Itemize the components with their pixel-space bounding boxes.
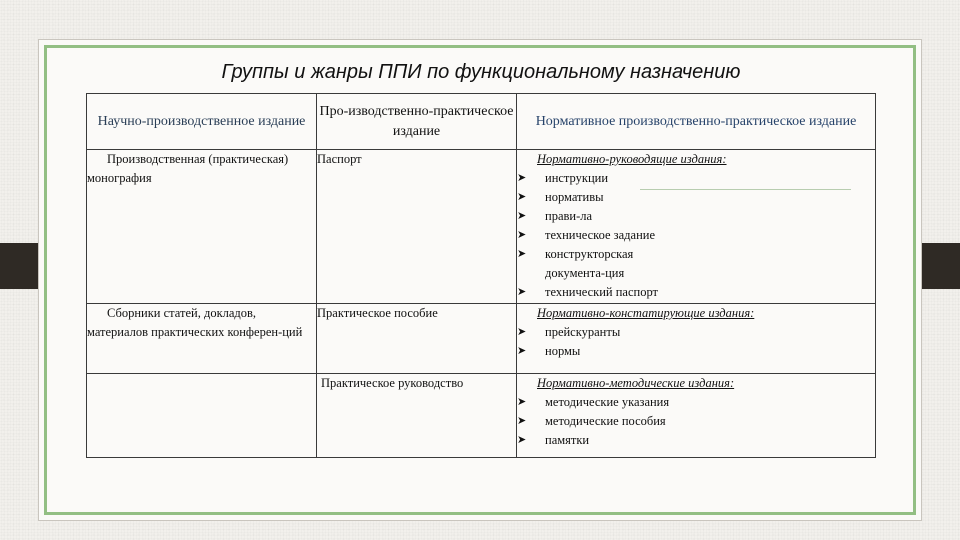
arrow-bullet-icon: ➤ [517,345,527,357]
list-item-text: прави-ла [545,209,593,223]
cell-col1 [87,304,317,374]
arrow-bullet-icon: ➤ [517,210,527,222]
list-item [517,169,875,188]
arrow-bullet-icon: ➤ [517,396,527,408]
category-heading: Нормативно-методические издания: [537,376,735,390]
cell-text: Производственная (практическая) монография [87,152,289,185]
category-heading: Нормативно-констатирующие издания: [537,306,755,320]
arrow-bullet-icon: ➤ [517,326,527,338]
list-item-text: инструкции [545,171,609,185]
list-item [517,188,875,207]
list-item [517,431,875,450]
list-item [517,226,875,245]
table-row [87,304,876,374]
normative-list [517,393,875,450]
list-item-text: методические пособия [545,414,666,428]
cell-text: Практическое пособие [317,306,438,320]
cell-col3 [517,150,876,304]
divider-line [640,189,851,190]
list-item [517,412,875,431]
normative-list [517,323,875,361]
cell-col2 [317,150,517,304]
cell-text: Практическое руководство [321,376,464,390]
list-item [517,283,875,302]
header-normative: Нормативное производственно-практическое издание [517,94,876,150]
header-production-practical: Про-изводственно-практическое издание [317,94,517,150]
arrow-bullet-icon: ➤ [517,229,527,241]
cell-col2 [317,304,517,374]
list-item [517,207,875,226]
cell-col1 [87,150,317,304]
list-item-text: техническое задание [545,228,656,242]
table-header-row [87,94,876,150]
list-item-text: прейскуранты [545,325,621,339]
list-item [517,323,875,342]
table-row [87,374,876,458]
list-item [517,245,663,283]
cell-col2 [317,374,517,458]
cell-col1 [87,374,317,458]
list-item-text: памятки [545,433,590,447]
list-item-text: нормы [545,344,581,358]
genres-table [86,93,876,458]
arrow-bullet-icon: ➤ [517,191,527,203]
list-item-text: технический паспорт [545,285,659,299]
list-item [517,393,875,412]
cell-text: Сборники статей, докладов, материалов практических конферен-ций [87,306,303,339]
list-item [517,342,875,361]
cell-text: Паспорт [317,152,362,166]
slide-title: Группы и жанры ППИ по функциональному назначению [221,61,741,83]
list-item-text: методические указания [545,395,670,409]
list-item-text: нормативы [545,190,604,204]
header-scientific-production: Научно-производственное издание [87,94,317,150]
category-heading: Нормативно-руководящие издания: [537,152,727,166]
arrow-bullet-icon: ➤ [517,286,527,298]
arrow-bullet-icon: ➤ [517,172,527,184]
arrow-bullet-icon: ➤ [517,248,527,260]
cell-col3 [517,374,876,458]
table-row [87,150,876,304]
list-item-text: конструкторская документа-ция [545,247,634,280]
cell-col3 [517,304,876,374]
arrow-bullet-icon: ➤ [517,415,527,427]
arrow-bullet-icon: ➤ [517,434,527,446]
